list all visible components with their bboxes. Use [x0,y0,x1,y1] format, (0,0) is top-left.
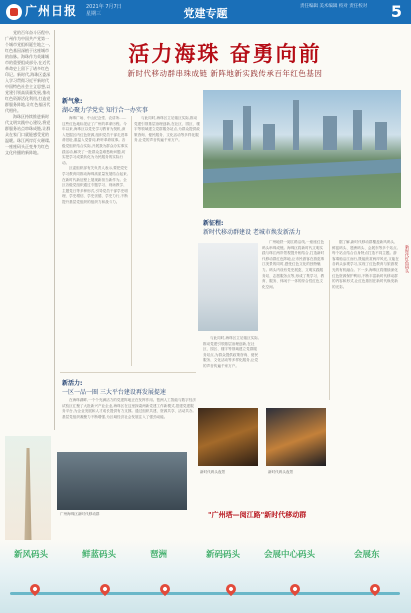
masthead [0,0,411,24]
section2-body [62,398,196,448]
route-banner [198,510,408,522]
section3-paragraph-2: 据了解,新时代移动群覆盖新风码头、鲜蓝码头、琶洲码头、会展东等多个站点,每个站点结合自身特点打造不同主题。游客乘船沿江而行,既能欣赏两岸风光,又能在各码头参观学习,实现了红色教育与旅游观光的有机融合。下一步,海珠区将继续深化红色资源保护利用,不断丰富新时代移动群的内容和形式,让红色基因在新时代焕发新的光彩。 [332,240,399,289]
stop-label: 新风码头 [14,550,49,560]
section3-body-col0 [203,336,259,404]
stop-label: 琶洲 [150,550,168,560]
section3-body-col2 [332,240,400,500]
section-divider [60,372,196,373]
section-title: 党建专题 [183,7,228,20]
section3-kicker: 新征程: [203,220,224,227]
river-shape [203,159,401,183]
canton-tower-illustration [5,436,51,544]
building-shape [243,106,251,150]
group-photo-caption: 广州海珠区新时代移动群 [60,512,100,516]
route-line [10,592,400,595]
wharf-route-map [0,540,411,613]
column-divider [131,116,132,366]
route-banner-text: "广州塔—阅江路"新时代移动群 [208,511,307,519]
building-shape [293,100,299,150]
section1-subhead: 湖心聚力学党史 知行合一办实事 [62,107,148,114]
section1-paragraph-3: 与此同时,海珠区立足辖区实际,推动党建引领基层治理创新,在社区、园区、楼宇等领域建立党群服务站点,为群众提供政策咨询、便民服务、文化活动等多样化服务,让党的声音传遍千家万户。 [134,116,200,143]
left-paragraph-2: 海珠区持续推进新时代文明实践中心建设,将党群服务站点串珠成链,让群众在家门口就能感受党的温暖。珠江两岸灯火璀璨,一座座码头正变身为红色文化传播的新阵地。 [5,114,51,155]
section3-paragraph: 广州地铁一阅江路沿线,一座座红色码头串珠成链。海珠区将新时代文明实践与珠江两岸景观提升相结合,打造新时代移动群红色阵地,让市民游客在游览珠江美景的同时,感受红色文化的独特魅力。码头内设有党史展览、文明实践服务站、志愿服务点等,形成了集学习、教育、服务、休闲于一体的综合性红色文化空间。 [262,240,325,289]
night-photo-caption-1: 新时代码头夜景 [200,470,226,474]
section3-paragraph-3: 与此同时,海珠区立足辖区实际,推动党建引领基层治理创新,在社区、园区、楼宇等领域建立党群服务站点,为群众提供政策咨询、便民服务、文化活动等多样化服务,让党的声音传遍千家万户。 [203,336,259,368]
page-number: 5 [390,2,402,21]
issue-date: 2021年 7月7日 星期三 [86,4,122,17]
section3-subhead: 新时代移动群建设 老城市焕发新活力 [203,229,301,236]
stop-label: 新码码头 [206,550,241,560]
stop-label: 鲜蓝码头 [82,550,117,560]
left-paragraph-1: 党的百年奋斗历程中,广州作为中国共产党第一个城市党组织诞生地之一,红色基因深植于这座城市的血脉。海珠作为英雄城市的重要组成部分,在近代革命史上留下了诸多红色印记。新时代,海珠区委深入学习贯彻习近平新时代中国特色社会主义思想,以党建引领高质量发展,推动红色资源活化利用,打造党群服务阵地,让红色基因代代相传。 [5,30,51,113]
building-shape [263,124,275,150]
section1-paragraph-2: 区委组织部有关负责人表示,要把党史学习教育同推动海珠高质量发展结合起来,在新时代新征程上展现新担当新作为。全区各级党组织通过专题学习、现场教学、主题党日等多种形式,引导党员干部学史明理、学史增信、学史崇德、学史力行,不断提升基层党组织的组织力和战斗力。 [62,166,128,204]
page-subheadline: 新时代移动群串珠成链 新阵地新实践传承百年红色基因 [127,69,323,78]
building-shape [223,120,233,150]
night-pier-photo-1 [198,408,258,466]
building-shape [323,116,337,150]
group-photo [57,452,187,510]
stop-label: 会展中心码头 [264,550,316,560]
pier-photo [198,243,258,331]
canton-tower-icon [23,448,33,540]
left-column-text [5,30,51,436]
section1-kicker: 新气象: [62,98,83,105]
section1-body-col2 [134,116,200,366]
section2-subhead: 一区一品一圈 三大平台建设再发展提速 [62,389,166,396]
section2-paragraph: 在海珠湖畔,一个个充满活力的党建阵地正在发挥作用。琶洲人工智能与数字经济试验区汇聚了大批新兴产业企业,海珠区在这里探索两新党建工作新模式,搭建党建服务平台,为企业发展和人才成长提供有力支撑。通过组织共建、资源共享、活动共办,基层党组织凝聚力不断增强,为区域经济社会发展注入了强劲动能。 [62,398,196,419]
stop-label: 会展东 [354,550,380,560]
section1-body-col1 [62,116,128,366]
column-divider [329,240,330,400]
night-pier-photo-2 [266,408,326,466]
section1-paragraph: 海珠广场、中山纪念堂、农讲所……这些红色地标见证了广州的革命历程。今年以来,海珠区以党史学习教育为契机,深入挖掘区内红色资源,组织党员干部走进革命旧址,重温入党誓词,聆听革命故事。各级党组织结合实际,开展我为群众办实事实践活动,解决了一批群众急难愁盼问题,切实把学习成果转化为为民服务的实际行动。 [62,116,128,165]
column-divider [54,30,55,430]
vertical-side-label: 新时代红色码头 [405,245,410,273]
page-headline: 活力海珠 奋勇向前 [128,41,322,66]
building-shape [353,110,362,150]
skyline-photo [203,90,401,208]
editor-credits: 责任编辑 美术编辑 校对 责任校对 [300,4,368,9]
section3-body-col1 [262,240,326,400]
section2-kicker: 新活力: [62,380,83,387]
building-shape [375,122,387,150]
logo-text: 广州日报 [25,4,78,18]
night-photo-caption-2: 新时代码头夜景 [268,470,294,474]
